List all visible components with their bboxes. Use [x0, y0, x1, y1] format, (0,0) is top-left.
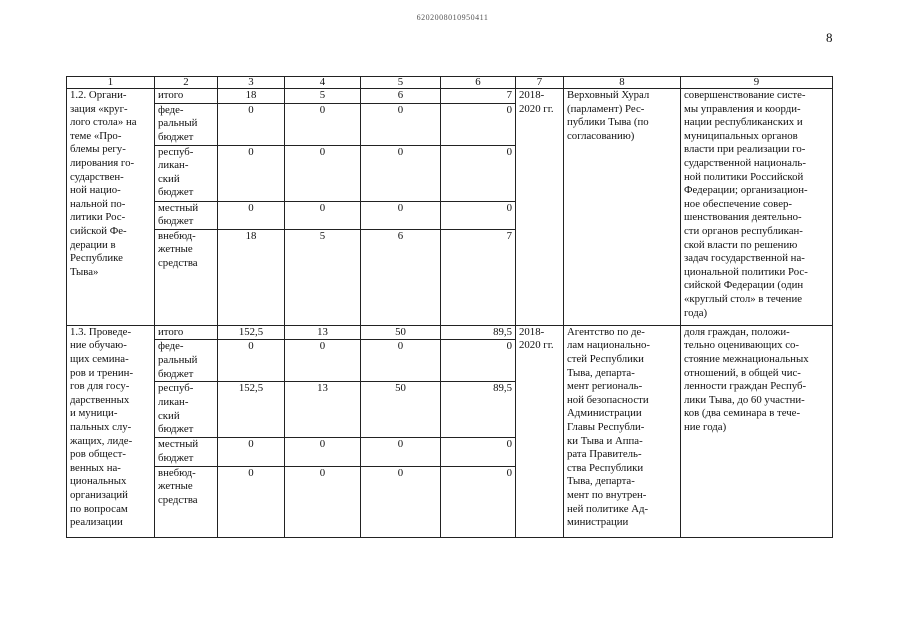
amount-total: 0 — [218, 103, 285, 145]
amount-2019: 0 — [361, 438, 441, 466]
page-number: 8 — [826, 30, 833, 45]
funding-source: местный бюджет — [155, 201, 218, 229]
funding-source: феде- ральный бюджет — [155, 340, 218, 382]
executor: Верховный Хурал (парламент) Рес- публики Тыва (по согласованию) — [564, 89, 681, 326]
column-number-row — [67, 77, 833, 89]
amount-2019: 0 — [361, 103, 441, 145]
activity-name: 1.3. Проведе- ние обучаю- щих семина- ров и тренин- гов для госу- дарственных и муници- пальных слу- жащих, лиде- ров общест- венных на- циональных организаций по вопросам реализации — [67, 325, 155, 537]
amount-2019: 50 — [361, 325, 441, 340]
amount-2020: 0 — [441, 466, 516, 537]
amount-2019: 6 — [361, 229, 441, 325]
amount-2018: 0 — [285, 438, 361, 466]
funding-source: респуб- ликан- ский бюджет — [155, 382, 218, 438]
document-header-code: 6202008010950411 — [416, 13, 489, 22]
funding-source: местный бюджет — [155, 438, 218, 466]
amount-2018: 0 — [285, 145, 361, 201]
amount-2020: 89,5 — [441, 325, 516, 340]
activities-table — [66, 76, 833, 538]
amount-2020: 0 — [441, 103, 516, 145]
amount-2018: 0 — [285, 466, 361, 537]
amount-total: 152,5 — [218, 382, 285, 438]
amount-2020: 7 — [441, 89, 516, 104]
expected-result: доля граждан, положи- тельно оценивающих со- стояние межнациональных отношений, в общей чис- ленности граждан Респуб- лики Тыва, до 60 участни- ков (два семинара в тече- ние года) — [681, 325, 833, 537]
column-number: 7 — [516, 77, 564, 89]
amount-total: 0 — [218, 145, 285, 201]
amount-2018: 5 — [285, 229, 361, 325]
column-number: 6 — [441, 77, 516, 89]
amount-2020: 7 — [441, 229, 516, 325]
amount-2020: 89,5 — [441, 382, 516, 438]
funding-source: внебюд- жетные средства — [155, 466, 218, 537]
funding-source: феде- ральный бюджет — [155, 103, 218, 145]
amount-total: 0 — [218, 438, 285, 466]
amount-total: 18 — [218, 229, 285, 325]
expected-result: совершенствование систе- мы управления и коорди- нации республиканских и муниципальных органов власти при реализации го- сударственной националь- ной политики Российской Федерации; организацион- ное обеспечение совер- шенствования деятельно- сти органов республикан- ской власти по решению задач государственной на- циональной политики Рос- сийской Федерации (один «круглый стол» в течение года) — [681, 89, 833, 326]
column-number: 2 — [155, 77, 218, 89]
column-number: 3 — [218, 77, 285, 89]
amount-2018: 0 — [285, 201, 361, 229]
amount-total: 152,5 — [218, 325, 285, 340]
executor: Агентство по де- лам национально- стей Республики Тыва, департа- мент региональ- ной безопасности Администрации Главы Республи- ки Тыва и Аппа- рата Правитель- ства Республики Тыва, департа- мент по внутрен- ней политике Ад- министрации — [564, 325, 681, 537]
funding-source: итого — [155, 325, 218, 340]
amount-total: 18 — [218, 89, 285, 104]
amount-2018: 0 — [285, 340, 361, 382]
activity-name: 1.2. Органи- зация «круг- лого стола» на теме «Про- блемы регу- лирования го- сударствен- ной нацио- нальной по- литики Рос- сийской Фе- дерации в Республике Тыва» — [67, 89, 155, 326]
amount-total: 0 — [218, 340, 285, 382]
column-number: 8 — [564, 77, 681, 89]
amount-2019: 0 — [361, 340, 441, 382]
amount-2019: 0 — [361, 145, 441, 201]
amount-2019: 50 — [361, 382, 441, 438]
amount-2018: 5 — [285, 89, 361, 104]
column-number: 1 — [67, 77, 155, 89]
period: 2018- 2020 гг. — [516, 89, 564, 326]
amount-2018: 13 — [285, 325, 361, 340]
column-number: 4 — [285, 77, 361, 89]
table-row — [67, 325, 833, 340]
funding-source: внебюд- жетные средства — [155, 229, 218, 325]
amount-total: 0 — [218, 466, 285, 537]
period: 2018- 2020 гг. — [516, 325, 564, 537]
amount-2019: 6 — [361, 89, 441, 104]
amount-2019: 0 — [361, 201, 441, 229]
column-number: 9 — [681, 77, 833, 89]
amount-2020: 0 — [441, 201, 516, 229]
table-row — [67, 89, 833, 104]
amount-2018: 13 — [285, 382, 361, 438]
column-number: 5 — [361, 77, 441, 89]
funding-source: итого — [155, 89, 218, 104]
amount-2020: 0 — [441, 340, 516, 382]
amount-2020: 0 — [441, 438, 516, 466]
amount-2019: 0 — [361, 466, 441, 537]
amount-total: 0 — [218, 201, 285, 229]
funding-source: респуб- ликан- ский бюджет — [155, 145, 218, 201]
amount-2018: 0 — [285, 103, 361, 145]
amount-2020: 0 — [441, 145, 516, 201]
